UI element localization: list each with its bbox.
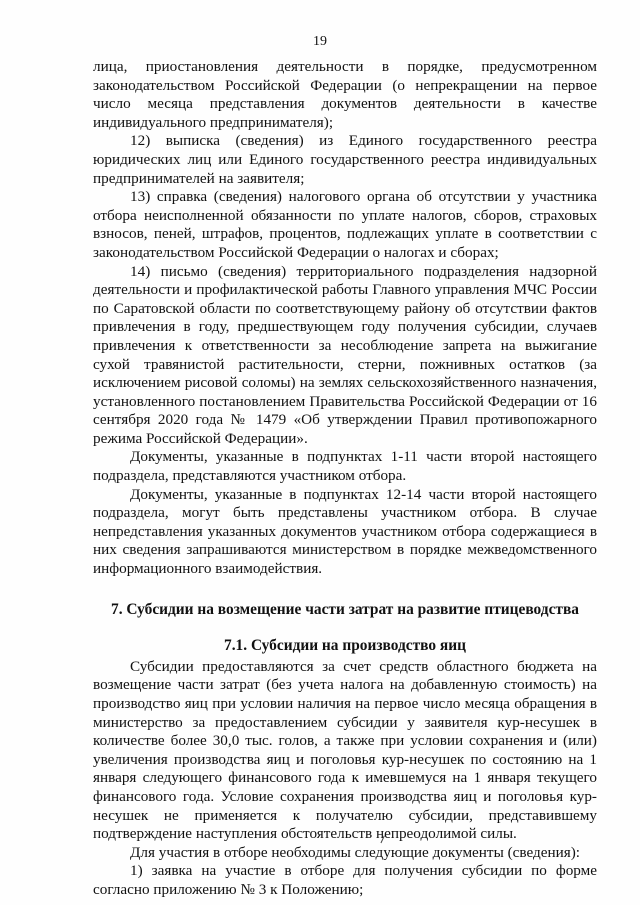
paragraph-subsidy-conditions: Субсидии предоставляются за счет средств областного бюджета на возмещение части затрат (без учета налога на добавленную стоимость) на производство яиц при условии наличия на первое число месяца обращения в министерство за предоставлением субсидии у заявителя кур-несушек в количестве более 30,0 тыс. голов, а также при условии сохранения и (или) увеличения производства яиц и поголовья кур-несушек по состоянию на 1 января следующего финансового года к имевшемуся на 1 января текущего финансового года. Условие сохранения производства яиц и поголовья кур-несушек не применяется к получателю субсидии, представившему подтверждение наступления обстоятельств непреодолимой силы. [93, 657, 597, 843]
section-heading: 7. Субсидии на возмещение части затрат на развитие птицеводства [111, 600, 579, 618]
document-body [93, 58, 597, 900]
page-number: 19 [313, 34, 327, 49]
paragraph-required-documents: Для участия в отборе необходимы следующие документы (сведения): [130, 843, 580, 861]
paragraph-item-12: 12) выписка (сведения) из Единого государственного реестра юридических лиц или Единого государственного реестра индивидуальных предпринимателей на заявителя; [93, 132, 597, 187]
paragraph-item-1: 1) заявка на участие в отборе для получения субсидии по форме согласно приложению № 3 к Положению; [93, 862, 597, 898]
paragraph-item-13: 13) справка (сведения) налогового органа об отсутствии у участника отбора неисполненной обязанности по уплате налогов, сборов, страховых взносов, пеней, штрафов, процентов, подлежащих уплате в соответствии с законодательством Российской Федерации о налогах и сборах; [93, 188, 597, 261]
paragraph-documents-1-11: Документы, указанные в подпунктах 1-11 части второй настоящего подраздела, представляются участником отбора. [93, 448, 597, 485]
paragraph-documents-12-14: Документы, указанные в подпунктах 12-14 части второй настоящего подраздела, могут быть представлены участником отбора. В случае непредставления указанных документов участником отбора содержащиеся в них сведения запрашиваются министерством в порядке межведомственного информационного взаимодействия. [93, 485, 597, 578]
subsection-heading: 7.1. Субсидии на производство яиц [224, 637, 466, 655]
paragraph-continuation: лица, приостановления деятельности в порядке, предусмотренном законодательством Российской Федерации (о непрекращении на первое число месяца представления документов деятельности в качестве индивидуального предпринимателя); [93, 58, 597, 131]
paragraph-item-14: 14) письмо (сведения) территориального подразделения надзорной деятельности и профилактической работы Главного управления МЧС России по Саратовской области по соответствующему району об отсутствии фактов привлечения в году, предшествующем году получения субсидии, случаев привлечения к ответственности за несоблюдение запрета на выжигание сухой травянистой растительности, стерни, пожнивных остатков (за исключением рисовой соломы) на землях сельскохозяйственного назначения, установленного постановлением Правительства Российской Федерации от 16 сентября 2020 года № 1479 «Об утверждении Правил противопожарного режима Российской Федерации». [93, 262, 597, 447]
